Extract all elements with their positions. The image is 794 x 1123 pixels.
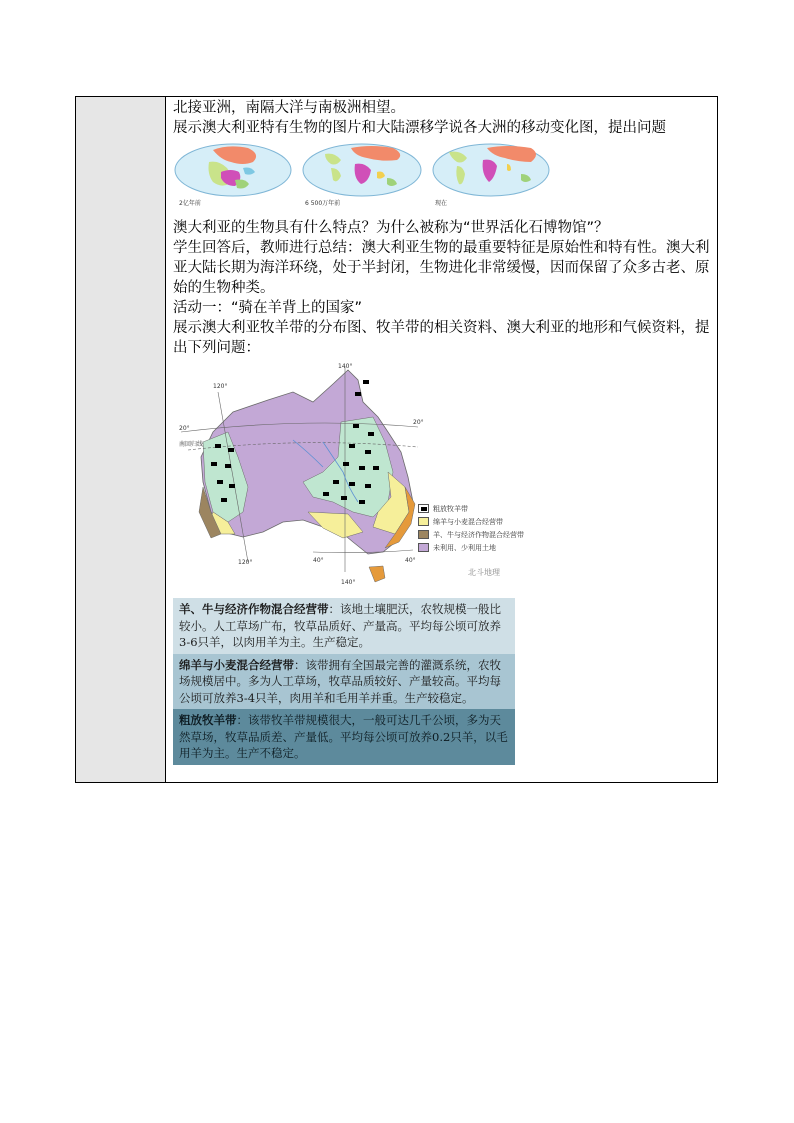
- text-line-2: 展示澳大利亚特有生物的图片和大陆漂移学说各大洲的移动变化图，提出问题: [173, 120, 666, 136]
- content-cell: [173, 97, 718, 765]
- legend-item: [418, 515, 524, 528]
- map-legend: [418, 502, 524, 554]
- belt-title: 粗放牧羊带: [179, 713, 237, 727]
- continental-drift-figure: [173, 142, 718, 206]
- answer-summary: 学生回答后，教师进行总结：澳大利亚生物的最重要特征是原始性和特有性。澳大利亚大陆长期为海洋环绕，处于半封闭，生物进化非常缓慢，因而保留了众多古老、原始的生物种类。: [173, 240, 710, 296]
- lat-label: 20°: [179, 425, 190, 432]
- lat-label: 20°: [413, 419, 424, 426]
- legend-label: 粗放牧羊带: [433, 504, 468, 513]
- legend-swatch: [418, 543, 429, 552]
- activity-title: 活动一：“骑在羊背上的国家”: [173, 300, 363, 316]
- lon-label: 120°: [213, 383, 228, 390]
- legend-item: [418, 502, 524, 515]
- belt-title: 羊、牛与经济作物混合经营带: [179, 602, 329, 616]
- globe-caption: 现在: [435, 200, 448, 207]
- text-line-1: 北接亚洲，南隔大洋与南极洲相望。: [173, 100, 405, 116]
- activity-intro: 展示澳大利亚牧羊带的分布图、牧羊带的相关资料、澳大利亚的地形和气候资料，提出下列问题：: [173, 320, 710, 356]
- belt-description-2: [173, 654, 515, 710]
- tropic-label: 南回归线: [179, 441, 204, 448]
- left-column: [76, 97, 166, 782]
- watermark: 北斗地理: [468, 568, 500, 577]
- globe-65ma: [301, 142, 423, 207]
- australia-sheep-belt-map: [173, 362, 718, 592]
- belt-title: 绵羊与小麦混合经营带: [179, 657, 294, 672]
- globe-caption: 6 500万年前: [305, 200, 341, 207]
- sheep-icon: [418, 504, 429, 513]
- legend-item: [418, 528, 524, 541]
- belt-descriptions: [173, 598, 515, 765]
- belt-description-3: [173, 709, 515, 765]
- globe-caption: 2亿年前: [179, 200, 201, 207]
- belt-text: ：该带牧羊带规模很大，一般可达几千公顷，多为天然草场，牧草品质差、产量低。平均每公顷可放养0.2只羊，以毛用羊为主。生产不稳定。: [179, 713, 508, 760]
- legend-swatch: [418, 530, 429, 539]
- legend-label: 羊、牛与经济作物混合经营带: [433, 530, 524, 539]
- lat-label: 40°: [405, 557, 416, 564]
- lon-label: 140°: [341, 579, 356, 586]
- belt-text: ：该带拥有全国最完善的灌溉系统，农牧场规模居中。多为人工草场，牧草品质较好、产量较高。平均每公顷可放养3-4只羊，肉用羊和毛用羊并重。生产较稳定。: [179, 657, 501, 705]
- lat-label: 40°: [313, 557, 324, 564]
- belt-description-1: [173, 598, 515, 654]
- legend-label: 未利用、少利用土地: [433, 543, 496, 552]
- legend-label: 绵羊与小麦混合经营带: [433, 517, 503, 526]
- question-1: 澳大利亚的生物具有什么特点？为什么被称为“世界活化石博物馆”？: [173, 220, 609, 236]
- globe-present: [431, 142, 551, 207]
- belt-text: ：该地土壤肥沃，农牧规模一般比较小。人工草场广布，牧草品质好、产量高。平均每公顷可放养3-6只羊，以肉用羊为主。生产稳定。: [179, 602, 501, 649]
- globe-200ma: [173, 142, 293, 207]
- legend-swatch: [418, 517, 429, 526]
- lesson-table: [75, 96, 718, 783]
- lon-label: 120°: [238, 559, 253, 566]
- legend-item: [418, 541, 524, 554]
- lon-label: 140°: [338, 363, 353, 370]
